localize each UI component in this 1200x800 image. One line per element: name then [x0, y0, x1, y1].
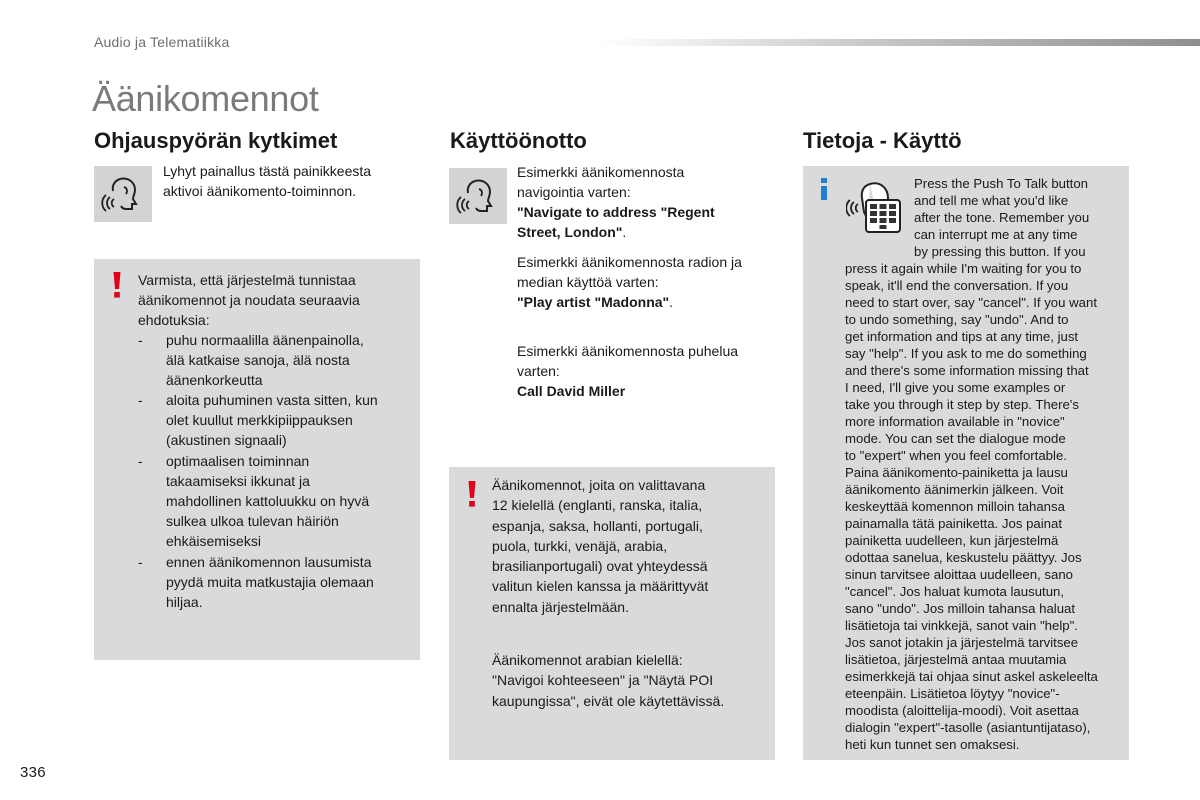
- col1-intro: Lyhyt painallus tästä painikkeesta aktivoi äänikomento-toiminnon.: [163, 163, 372, 199]
- col2-languages-note: Äänikomennot, joita on valittavana 12 kielellä (englanti, ranska, italia, espanja, saksa, hollanti, portugali, puola, turkki, venäjä, arabia, brasilianportugali) ovat yhteydessä valitun kielen kanssa ja määrittyvät ennalta järjestelmään.: [492, 477, 709, 615]
- section-header: Audio ja Telematiikka: [94, 34, 230, 50]
- exclamation-icon: [112, 272, 122, 298]
- bullet-dash: -: [138, 453, 143, 469]
- col3-info-text: Press the Push To Talk button and tell me what you'd like after the tone. Remember you can interrupt me at any time by pressing this button. If you press it again while I'm waiting for you to speak, it'll end the conversation. If you need to start over, say "cancel". If you want to undo something, say "undo". And to get information and tips at any time, just say "help". If you ask to me do something and there's some information missing that I need, I'll give you some examples or take you through it step by step. There's more information available in "novice" mode. You can set the dialogue mode to "expert" when you feel comfortable. Paina äänikomento-painiketta ja lausu äänikomento äänimerkin jälkeen. Voit keskeyttää komennon milloin tahansa painamalla tätä painiketta. Jos painat painiketta uudelleen, kun järjestelmä odottaa sanelua, keskustelu päättyy. Jos sinun tarvitsee aloittaa uudelleen, sano "cancel". Jos haluat kumota lausutun, sano "undo". Jos milloin tahansa haluat lisätietoja tai vinkkejä, sanot vain "help". Jos sanot jotakin ja järjestelmä tarvitsee lisätietoa, järjestelmä antaa muutamia esimerkkejä tai ohjaa sinut askel askeleelta eteenpäin. Lisätietoa löytyy "novice"- moodista (aloittelija-moodi). Voit asettaa dialogin "expert"-tasolle (asiantuntijataso), heti kun tunnet sen omaksesi.: [845, 176, 1098, 752]
- col3-heading: Tietoja - Käyttö: [803, 128, 962, 153]
- col2-example-navigation: Esimerkki äänikomennosta navigointia varten: "Navigate to address "Regent Street, London".: [517, 164, 715, 240]
- col2-arabic-note: Äänikomennot arabian kielellä: "Navigoi kohteeseen" ja "Näytä POI kaupungissa", eivät ole käytettävissä.: [492, 652, 725, 709]
- bullet-item: optimaalisen toiminnan takaamiseksi ikkunat ja mahdollinen kattoluukku on hyvä sulkea ulkoa tulevan häiriön ehkäisemiseksi: [166, 453, 370, 549]
- page-title: Äänikomennot: [92, 78, 319, 119]
- header-gradient-bar: [600, 39, 1200, 46]
- bullet-dash: -: [138, 554, 143, 570]
- voice-command-icon: [449, 168, 507, 224]
- col1-heading: Ohjauspyörän kytkimet: [94, 128, 338, 153]
- bullet-dash: -: [138, 332, 143, 348]
- col2-example-media: Esimerkki äänikomennosta radion ja median käyttöä varten: "Play artist "Madonna".: [517, 254, 742, 310]
- col2-heading: Käyttöönotto: [450, 128, 587, 153]
- bullet-dash: -: [138, 392, 143, 408]
- bullet-item: aloita puhuminen vasta sitten, kun olet kuullut merkkipiippauksen (akustinen signaali): [166, 392, 378, 448]
- bullet-item: ennen äänikomennon lausumista pyydä muita matkustajia olemaan hiljaa.: [166, 554, 374, 610]
- col2-example-phone: Esimerkki äänikomennosta puhelua varten: Call David Miller: [517, 343, 739, 399]
- page-number: 336: [20, 764, 46, 781]
- bullet-item: puhu normaalilla äänenpainolla, älä katkaise sanoja, älä nosta äänenkorkeutta: [166, 332, 364, 388]
- voice-command-icon: [94, 166, 152, 222]
- exclamation-icon: [467, 481, 477, 507]
- info-icon: [819, 178, 829, 200]
- col1-warning-intro: Varmista, että järjestelmä tunnistaa äänikomennot ja noudata seuraavia ehdotuksia:: [138, 272, 360, 328]
